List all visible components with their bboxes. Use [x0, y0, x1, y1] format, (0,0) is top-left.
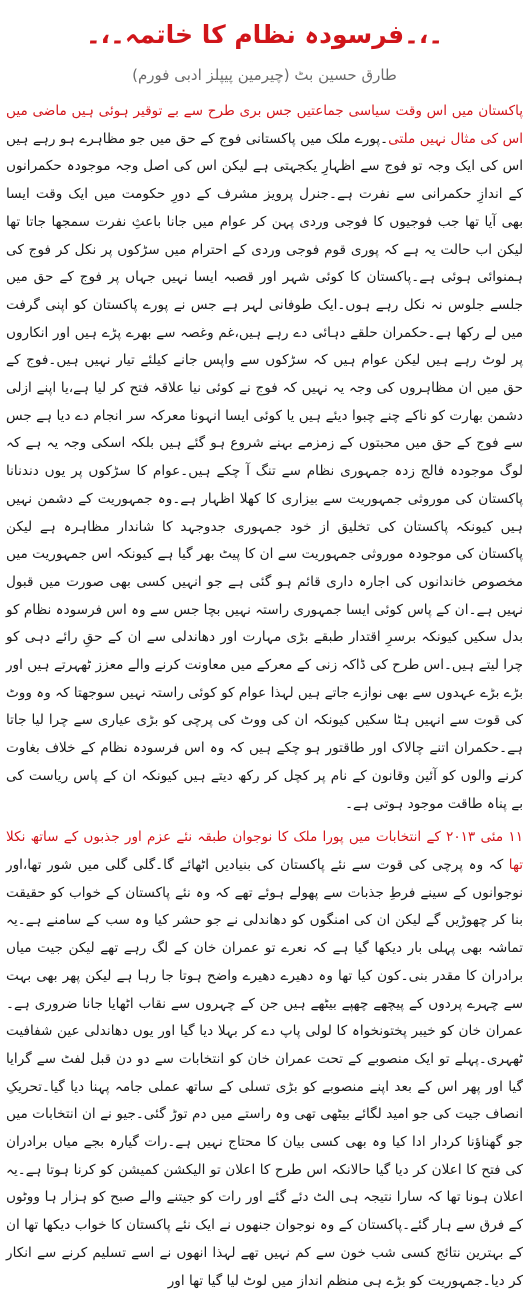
paragraph-2 — [6, 824, 523, 1295]
paragraph-1-lead: پاکستان میں اس وقت سیاسی جماعتیں جس بری طرح سے بے توقیر ہوئی ہیں ماضی میں اس کی مثال نہیں ملتی — [6, 103, 523, 147]
article-title: ۔،۔فرسودہ نظام کا خاتمہ۔،۔ — [86, 20, 443, 49]
paragraph-1 — [6, 98, 523, 818]
paragraph-2-lead: ۱۱ مئی ۲۰۱۳ کے انتخابات میں پورا ملک کا نوجوان طبقہ نئے عزم اور جذبوں کے ساتھ نکلا تھا — [6, 829, 524, 873]
paragraph-2-text: کہ وہ پرچی کی قوت سے نئے پاکستان کی بنیادیں اٹھائے گا۔گلی گلی میں شور تھا،اور نوجوانوں کے سینے فرطِ جذبات سے پھولے ہوئے تھے کہ وہ نئے پاکستان کے خواب کو حقیقت بنا کر چھوڑیں گے لیکن ان کی امنگوں کو دھاندلی نے جو حشر کیا وہ سب کے سامنے ہے۔یہ تماشہ بھی پہلی بار دیکھا گیا ہے کہ نعرے تو عمران خان کے لگ رہے تھے لیکن جیت میاں برادران کا مقدر بنی۔کون کیا تھا وہ دھیرے دھیرے واضح ہوتا جا رہا ہے لیکن پھر بھی بہت سے چہرے پردوں کے پیچھے چھپے بیٹھے ہیں جن کے چہروں سے نقاب اٹھایا جانا ضروری ہے۔عمران خان کو خیبر پختونخواہ کا لولی پاپ دے کر بہلا دیا گیا اور یوں دھاندلی عین شفافیت ٹھہری۔پہلے تو ایک منصوبے کے تحت عمران خان کو انتخابات سے دو دن قبل لفٹ سے گرایا گیا اور پھر اس کے بعد اپنے منصوبے کو بڑی تسلی کے ساتھ عملی جامہ پہنا دیا گیا۔تحریکِ انصاف جیت کی جو امید لگائے بیٹھی تھی وہ راستے میں دم توڑ گئی۔جیو نے ان انتخابات میں جو گھناؤنا کردار ادا کیا وہ بھی کسی بیان کا محتاج نہیں ہے۔رات گیارہ بجے میاں برادران کی فتح کا اعلان کر دیا گیا حالانکہ اس طرح کا اعلان تو الیکشن کمیشن کو کرنا ہوتا ہے۔یہ اعلان ہونا تھا کہ سارا نتیجہ ہی الٹ دئے گئے اور رات کو جیتنے والے صبح کو ہزار ہا ووٹوں کے فرق سے ہار گئے۔پاکستان کے وہ نوجوان جنھوں نے ایک نئے پاکستان کا خواب دیکھا تھا ان کے بہترین نتائج کسی شب خون سے کم نہیں تھے لہذا انھوں نے اسے تسلیم کرنے سے انکار کر دیا۔جمہوریت کو بڑے ہی منظم انداز میں لوٹ لیا گیا تھا اور — [6, 856, 523, 1289]
article — [6, 6, 523, 1295]
article-byline: طارق حسین بٹ (چیرمین پیپلز ادبی فورم) — [132, 66, 397, 84]
paragraph-1-text: ۔پورے ملک میں پاکستانی فوج کے حق میں جو مظاہرے ہو رہے ہیں اس کی ایک وجہ تو فوج سے اظہارِ یکجہتی ہے لیکن اس کی اصل وجہ موجودہ حکمرانوں کے اندازِ حکمرانی سے نفرت ہے۔جنرل پرویز مشرف کے دورِ حکومت میں ایک وقت ایسا بھی آیا تھا جب فوجیوں کا فوجی وردی پہن کر عوام میں جانا باعثِ نفرت سمجھا جاتا تھا لیکن اب حالت یہ ہے کہ پوری قوم فوجی وردی کے احترام میں سڑکوں پر نکل کر فوج کی ہمنوائی ہوئی ہے۔پاکستان کا کوئی شہر اور قصبہ ایسا نہیں جہاں پر فوج کے حق میں جلسے جلوس نہ نکل رہے ہوں۔ایک طوفانی لہر ہے جس نے پورے پاکستان کو اپنی گرفت میں لے رکھا ہے۔حکمران حلقے دہائی دے رہے ہیں،غم وغصہ سے بھرے پڑے ہیں اور انکاروں پر لوٹ رہے ہیں لیکن عوام ہیں کہ سڑکوں سے واپس جانے کیلئے تیار نہیں ہیں۔فوج کے حق میں ان مظاہروں کی وجہ یہ نہیں کہ فوج نے کوئی نیا علاقہ فتح کر لیا ہے،یا اپنے ازلی دشمن بھارت کو ناکے چنے چبوا دیئے ہیں یا کوئی ایسا انہونا معرکہ سر انجام دے دیا ہے جس سے فوج کے حق میں محبتوں کے زمزمے بہنے شروع ہو گئے ہیں بلکہ اسکی وجہ یہ ہے کہ لوگ موجودہ فالج زدہ جمہوری نظام سے تنگ آ چکے ہیں۔عوام کا سڑکوں پر یوں دندنانا پاکستان کی موروثی جمہوریت سے بیزاری کا کھلا اظہار ہے۔وہ جمہوریت کے دشمن نہیں ہیں کیونکہ پاکستان کی تخلیق از خود جمہوری جدوجہد کا شاندار مظاہرہ ہے لیکن پاکستان کی موجودہ موروثی جمہوریت سے ان کا پیٹ بھر گیا ہے کیونکہ اس جمہوریت میں مخصوص خاندانوں کی اجارہ داری قائم ہو گئی ہے جو انہیں کسی بھی صورت میں قبول نہیں ہے۔ان کے پاس کوئی ایسا جمہوری راستہ نہیں بچا جس سے وہ اس فرسودہ نظام کو بدل سکیں کیونکہ برسرِ اقتدار طبقے بڑی مہارت اور دھاندلی سے ان کے حقِ رائے دہی کو چرا لیتے ہیں۔اس طرح کی ڈاکہ زنی کے معرکے میں معاونت کرنے والے معزز ٹھہرتے ہیں اور بڑے بڑے عہدوں سے بھی نوازے جاتے ہیں لہذا عوام کو کوئی راستہ نہیں سوجھتا کہ وہ ووٹ کی قوت سے انہیں ہٹا سکیں کیونکہ ان کی ووٹ کی پرچی کو بڑی عیاری سے چرا لیا جاتا ہے۔حکمران اتنے چالاک اور طاقتور ہو چکے ہیں کہ وہ اس فرسودہ نظام کے خلاف بغاوت کرنے والوں کو آئین وقانون کے نام پر کچل کر رکھ دیتے ہیں کیونکہ ان کے پاس ریاست کی بے پناہ طاقت موجود ہوتی ہے۔ — [5, 130, 523, 812]
